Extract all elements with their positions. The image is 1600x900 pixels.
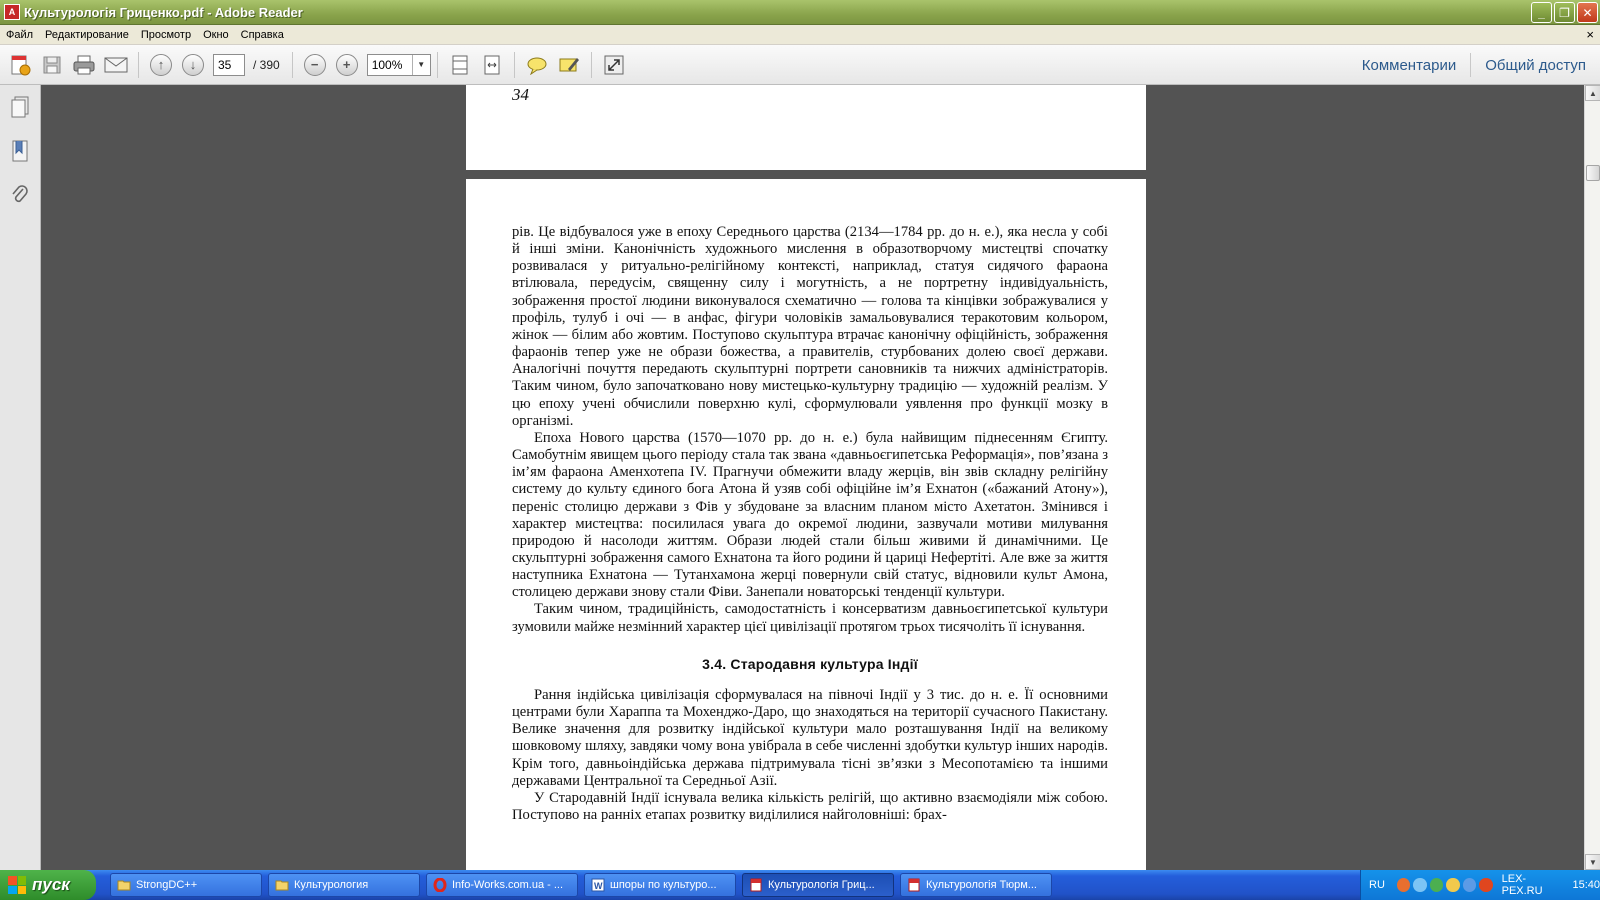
window-titlebar	[0, 0, 1600, 25]
menu-help[interactable]: Справка	[240, 28, 284, 41]
taskbar-item-label: Культурологія Гриц...	[768, 879, 875, 891]
toolbar-separator	[514, 52, 515, 78]
taskbar	[0, 870, 1600, 900]
zoom-out-button[interactable]	[301, 51, 329, 79]
email-icon[interactable]	[102, 51, 130, 79]
paragraph: рів. Це відбувалося уже в епоху Середнього царства (2134—1784 pp. до н. е.), яка несла у собі й інші зміни. Канонічність художнього мислення в образотворчому мистецтві спочатку розвивалася у ритуально-релігійному контексті, наприклад, статуя сидячого фараона втілювала, передусім, священну силу і могутність, а не портретну індивідуальність, зображення простої людини виконувалося схематично — голова та кінцівки зображувалися у профіль, тулуб і очі — в анфас, фігури чоловіків замальовувалися теракотовим кольором, жінок — білим або жовтим. Поступово скульптура втрачає канонічну офіційність, зображення фараонів тепер уже не образи божества, а правителів, стурбованих долею своєї держави. Аналогічні почуття передають скульптурні портрети сановників та нижчих адміністраторів. Таким чином, було започатковано нову мистецько-культурну традицію — художній реалізм. У цю епоху учені обчислили поверхню кулі, сформулювали уявлення про функції мозку в організмі.	[512, 224, 1108, 429]
comments-panel-link[interactable]: Комментарии	[1361, 56, 1457, 74]
scroll-up-button[interactable]: ▲	[1585, 85, 1600, 101]
scroll-thumb[interactable]	[1586, 165, 1600, 181]
toolbar-separator	[138, 52, 139, 78]
fit-page-icon[interactable]	[446, 51, 474, 79]
paragraph: У Стародавній Індії існувала велика кількість релігій, що активно взаємодіяли між собою. Поступово на ранніх етапах розвитку виділилися найголовніші: брах-	[512, 789, 1108, 823]
taskbar-item-label: Культурология	[294, 879, 369, 891]
vertical-scrollbar[interactable]	[1584, 85, 1600, 870]
page-number-input[interactable]	[213, 54, 245, 76]
highlight-icon[interactable]	[555, 51, 583, 79]
toolbar-separator	[437, 52, 438, 78]
paragraph: Рання індійська цивілізація сформувалася на півночі Індії у 3 тис. до н. е. Її основними центрами були Хараппа та Мохенджо-Даро, що знаходяться на території сучасного Пакистану. Велике значення для розвитку індійської культури мало розташування Індії на великому шовковому шляху, завдяки чому вона увібрала в себе численні здобутки культур інших народів. Крім того, давньоіндійська держава підтримувала тісні зв’язки з Месопотамією та іншими державами Центральної та Середньої Азії.	[512, 686, 1108, 789]
previous-page-button[interactable]	[147, 51, 175, 79]
window-title: Культурологія Гриценко.pdf - Adobe Reader	[24, 4, 303, 20]
taskbar-item-label: шпоры по культуро...	[610, 879, 717, 891]
menu-file[interactable]: Файл	[6, 28, 34, 41]
menu-window[interactable]: Окно	[203, 28, 229, 41]
start-label: пуск	[32, 875, 70, 894]
language-indicator[interactable]: RU	[1369, 879, 1385, 891]
fullscreen-icon[interactable]	[600, 51, 628, 79]
toolbar-right	[1348, 45, 1600, 85]
network-icon[interactable]	[1413, 878, 1426, 892]
taskbar-item-active[interactable]	[742, 873, 894, 897]
zoom-select[interactable]	[367, 54, 431, 76]
navigation-panel	[0, 85, 41, 870]
attachments-icon[interactable]	[8, 183, 32, 207]
toolbar	[0, 45, 1600, 85]
adobe-reader-icon: A	[4, 4, 20, 20]
window-controls	[1531, 2, 1598, 23]
taskbar-item[interactable]	[268, 873, 420, 897]
page-thumbnails-icon[interactable]	[8, 95, 32, 119]
pdf-icon	[907, 878, 921, 892]
antivirus-icon[interactable]	[1479, 878, 1492, 892]
page-total: / 390	[253, 57, 280, 72]
update-icon[interactable]	[1446, 878, 1459, 892]
chevron-down-icon[interactable]: ▼	[412, 55, 430, 75]
messenger-icon[interactable]	[1430, 878, 1443, 892]
page-number-label: 34	[512, 85, 529, 104]
word-icon	[591, 878, 605, 892]
menu-edit[interactable]: Редактирование	[45, 28, 129, 41]
folder-icon	[117, 878, 131, 892]
windows-logo-icon	[8, 876, 26, 894]
previous-page	[466, 85, 1146, 170]
section-heading: 3.4. Стародавня культура Індії	[702, 655, 918, 672]
back-arrow-icon[interactable]	[1397, 878, 1410, 892]
taskbar-item-label: Культурологія Тюрм...	[926, 879, 1037, 891]
paragraph: Таким чином, традиційність, самодостатність і консерватизм давньоєгипетської культури зумовили майже незмінний характер цієї цивілізації протягом трьох тисячоліть її існування.	[512, 601, 1108, 635]
paragraph: Епоха Нового царства (1570—1070 pp. до н. е.) була найвищим піднесенням Єгипту. Самобутнім явищем цього періоду стала так звана «давньоєгипетська Реформація», пов’язана з ім’ям фараона Аменхотепа IV. Прагнучи обмежити владу жерців, він звів складну релігійну систему до культу єдиного бога Атона й узяв собі офіційне ім’я Ехнатон («бажаний Атону»), переніс столицю держави з Фів у збудоване за власним планом місто Ахетатон. Змінився і характер мистецтва: посилилася увага до окремої людини, зазвучали мотиви милування природою й насолоди життям. Образи людей стали більш живими й динамічними. Це скульптурні зображення самого Ехнатона та його родини й цариці Нефертіті. Але вже за життя наступника Ехнатона — Тутанхамона жерці повернули свій статус, відновили культ Амона, столицею держави знову стали Фіви. Занепали новаторські тенденції культури.	[512, 429, 1108, 601]
globe-icon[interactable]	[1463, 878, 1476, 892]
arrow-down-icon: ↓	[182, 54, 204, 76]
toolbar-separator	[292, 52, 293, 78]
minus-icon: −	[304, 54, 326, 76]
close-button[interactable]: ✕	[1577, 2, 1598, 23]
site-label[interactable]: LEX-PEX.RU	[1501, 873, 1543, 897]
next-page-button[interactable]	[179, 51, 207, 79]
svg-text:W: W	[594, 881, 603, 891]
fit-width-icon[interactable]	[478, 51, 506, 79]
pdf-icon	[749, 878, 763, 892]
start-button[interactable]	[0, 870, 96, 900]
maximize-button[interactable]: ❐	[1554, 2, 1575, 23]
create-pdf-icon[interactable]	[6, 51, 34, 79]
print-icon[interactable]	[70, 51, 98, 79]
scroll-down-button[interactable]: ▼	[1585, 854, 1600, 870]
plus-icon: +	[336, 54, 358, 76]
document-close-icon[interactable]: ×	[1586, 27, 1594, 42]
share-panel-link[interactable]: Общий доступ	[1470, 53, 1600, 77]
zoom-input[interactable]	[368, 55, 412, 75]
clock[interactable]: 15:40	[1572, 879, 1600, 891]
current-page	[466, 179, 1146, 870]
taskbar-item[interactable]	[584, 873, 736, 897]
toolbar-separator	[591, 52, 592, 78]
menu-view[interactable]: Просмотр	[140, 28, 192, 41]
folder-icon	[275, 878, 289, 892]
taskbar-item[interactable]	[110, 873, 262, 897]
comment-icon[interactable]	[523, 51, 551, 79]
menu-bar	[0, 25, 1600, 45]
system-tray	[1360, 870, 1600, 900]
opera-icon	[433, 878, 447, 892]
taskbar-item-label: Info-Works.com.ua - ...	[452, 879, 564, 891]
save-icon[interactable]	[38, 51, 66, 79]
minimize-button[interactable]: _	[1531, 2, 1552, 23]
arrow-up-icon: ↑	[150, 54, 172, 76]
taskbar-item[interactable]	[900, 873, 1052, 897]
taskbar-item[interactable]	[426, 873, 578, 897]
taskbar-item-label: StrongDC++	[136, 879, 198, 891]
bookmarks-icon[interactable]	[8, 139, 32, 163]
page-text	[512, 224, 1108, 824]
document-view[interactable]	[41, 85, 1584, 870]
zoom-in-button[interactable]	[333, 51, 361, 79]
